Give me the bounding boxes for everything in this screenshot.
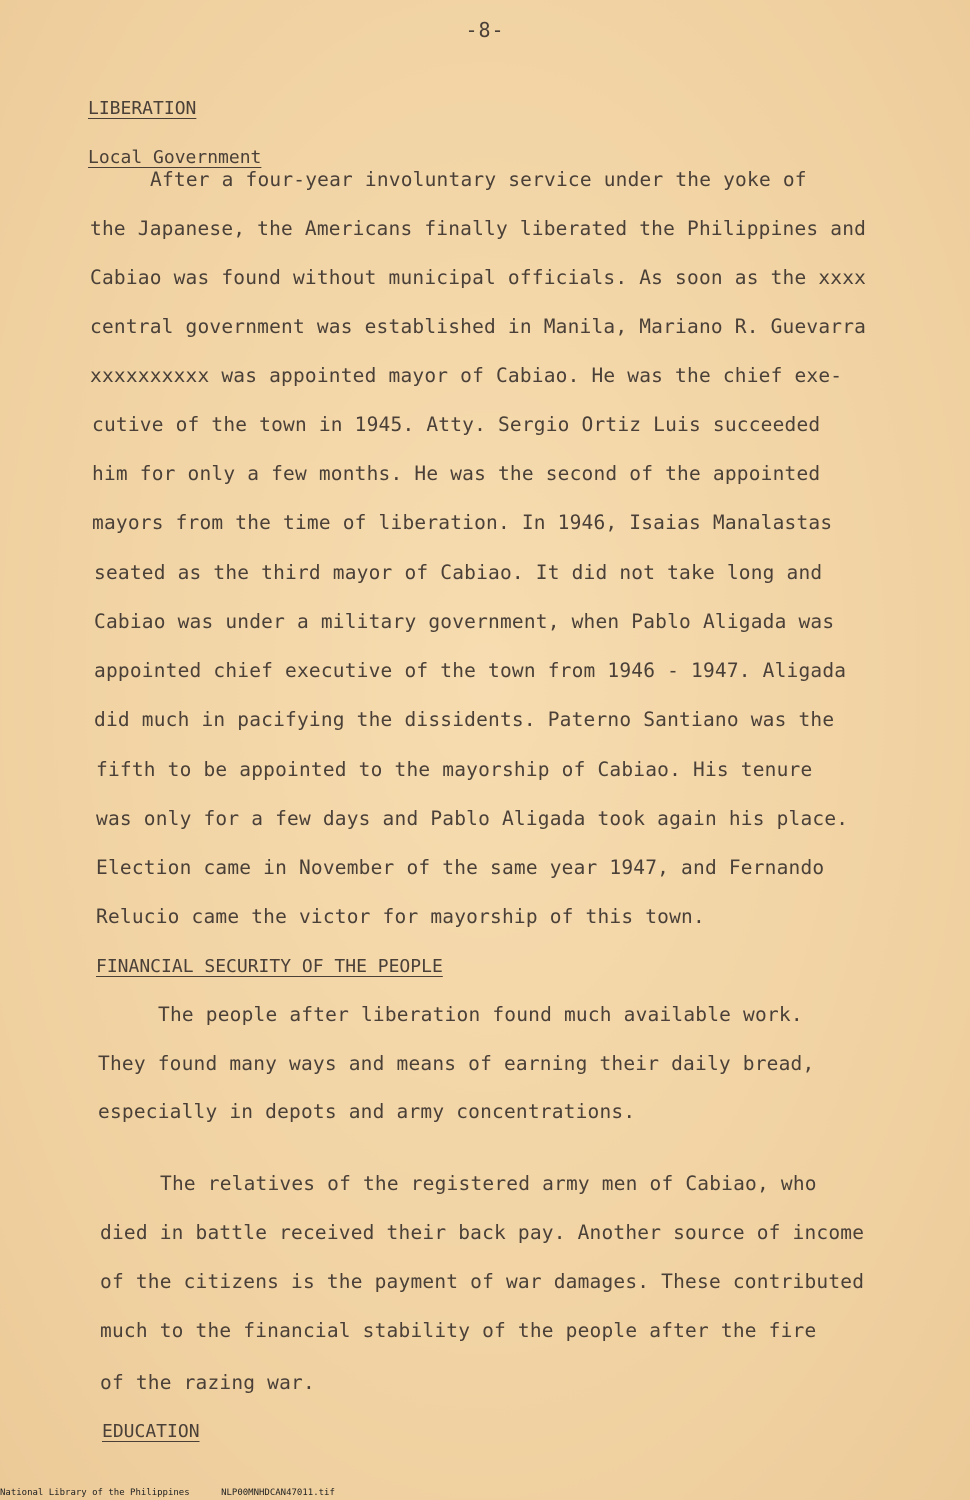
page-number: -8- [465,18,505,42]
text-line: cutive of the town in 1945. Atty. Sergio Ortiz Luis succeeded [92,413,821,436]
section-heading-liberation: LIBERATION [88,98,197,119]
text-line: seated as the third mayor of Cabiao. It did not take long and [94,561,823,584]
footer-filename: NLP00MNHDCAN47011.tif [221,1488,335,1498]
text-line: The people after liberation found much available work. [158,1003,803,1026]
subheading-local-government: Local Government [88,147,262,168]
text-line: died in battle received their back pay. Another source of income [100,1221,865,1244]
text-line: much to the financial stability of the people after the fire [100,1319,817,1342]
text-line: the Japanese, the Americans finally liberated the Philippines and [90,217,867,240]
text-line: appointed chief executive of the town from 1946 - 1947. Aligada [94,659,847,682]
footer-library: National Library of the Philippines [0,1488,190,1498]
text-line: After a four-year involuntary service under the yoke of [150,168,807,191]
text-line: The relatives of the registered army men of Cabiao, who [160,1172,817,1195]
text-line: of the citizens is the payment of war damages. These contributed [100,1270,865,1293]
text-line: central government was established in Manila, Mariano R. Guevarra [90,315,867,338]
text-line: mayors from the time of liberation. In 1946, Isaias Manalastas [92,511,833,534]
text-line: They found many ways and means of earning their daily bread, [98,1052,815,1075]
text-line: Cabiao was under a military government, when Pablo Aligada was [94,610,835,633]
text-line: did much in pacifying the dissidents. Paterno Santiano was the [94,708,835,731]
text-line: of the razing war. [100,1371,315,1394]
text-line: Relucio came the victor for mayorship of this town. [96,905,705,928]
scan-footer [0,1488,361,1498]
text-line: Election came in November of the same year 1947, and Fernando [96,856,825,879]
text-line: him for only a few months. He was the second of the appointed [92,462,821,485]
text-line: fifth to be appointed to the mayorship of Cabiao. His tenure [96,758,813,781]
text-line: Cabiao was found without municipal officials. As soon as the xxxx [90,266,867,289]
text-line: was only for a few days and Pablo Aligada took again his place. [96,807,849,830]
text-line: especially in depots and army concentrations. [98,1100,636,1123]
section-heading-financial-security: FINANCIAL SECURITY OF THE PEOPLE [96,956,443,977]
section-heading-education: EDUCATION [102,1421,200,1442]
text-line: xxxxxxxxxx was appointed mayor of Cabiao. He was the chief exe- [90,364,843,387]
